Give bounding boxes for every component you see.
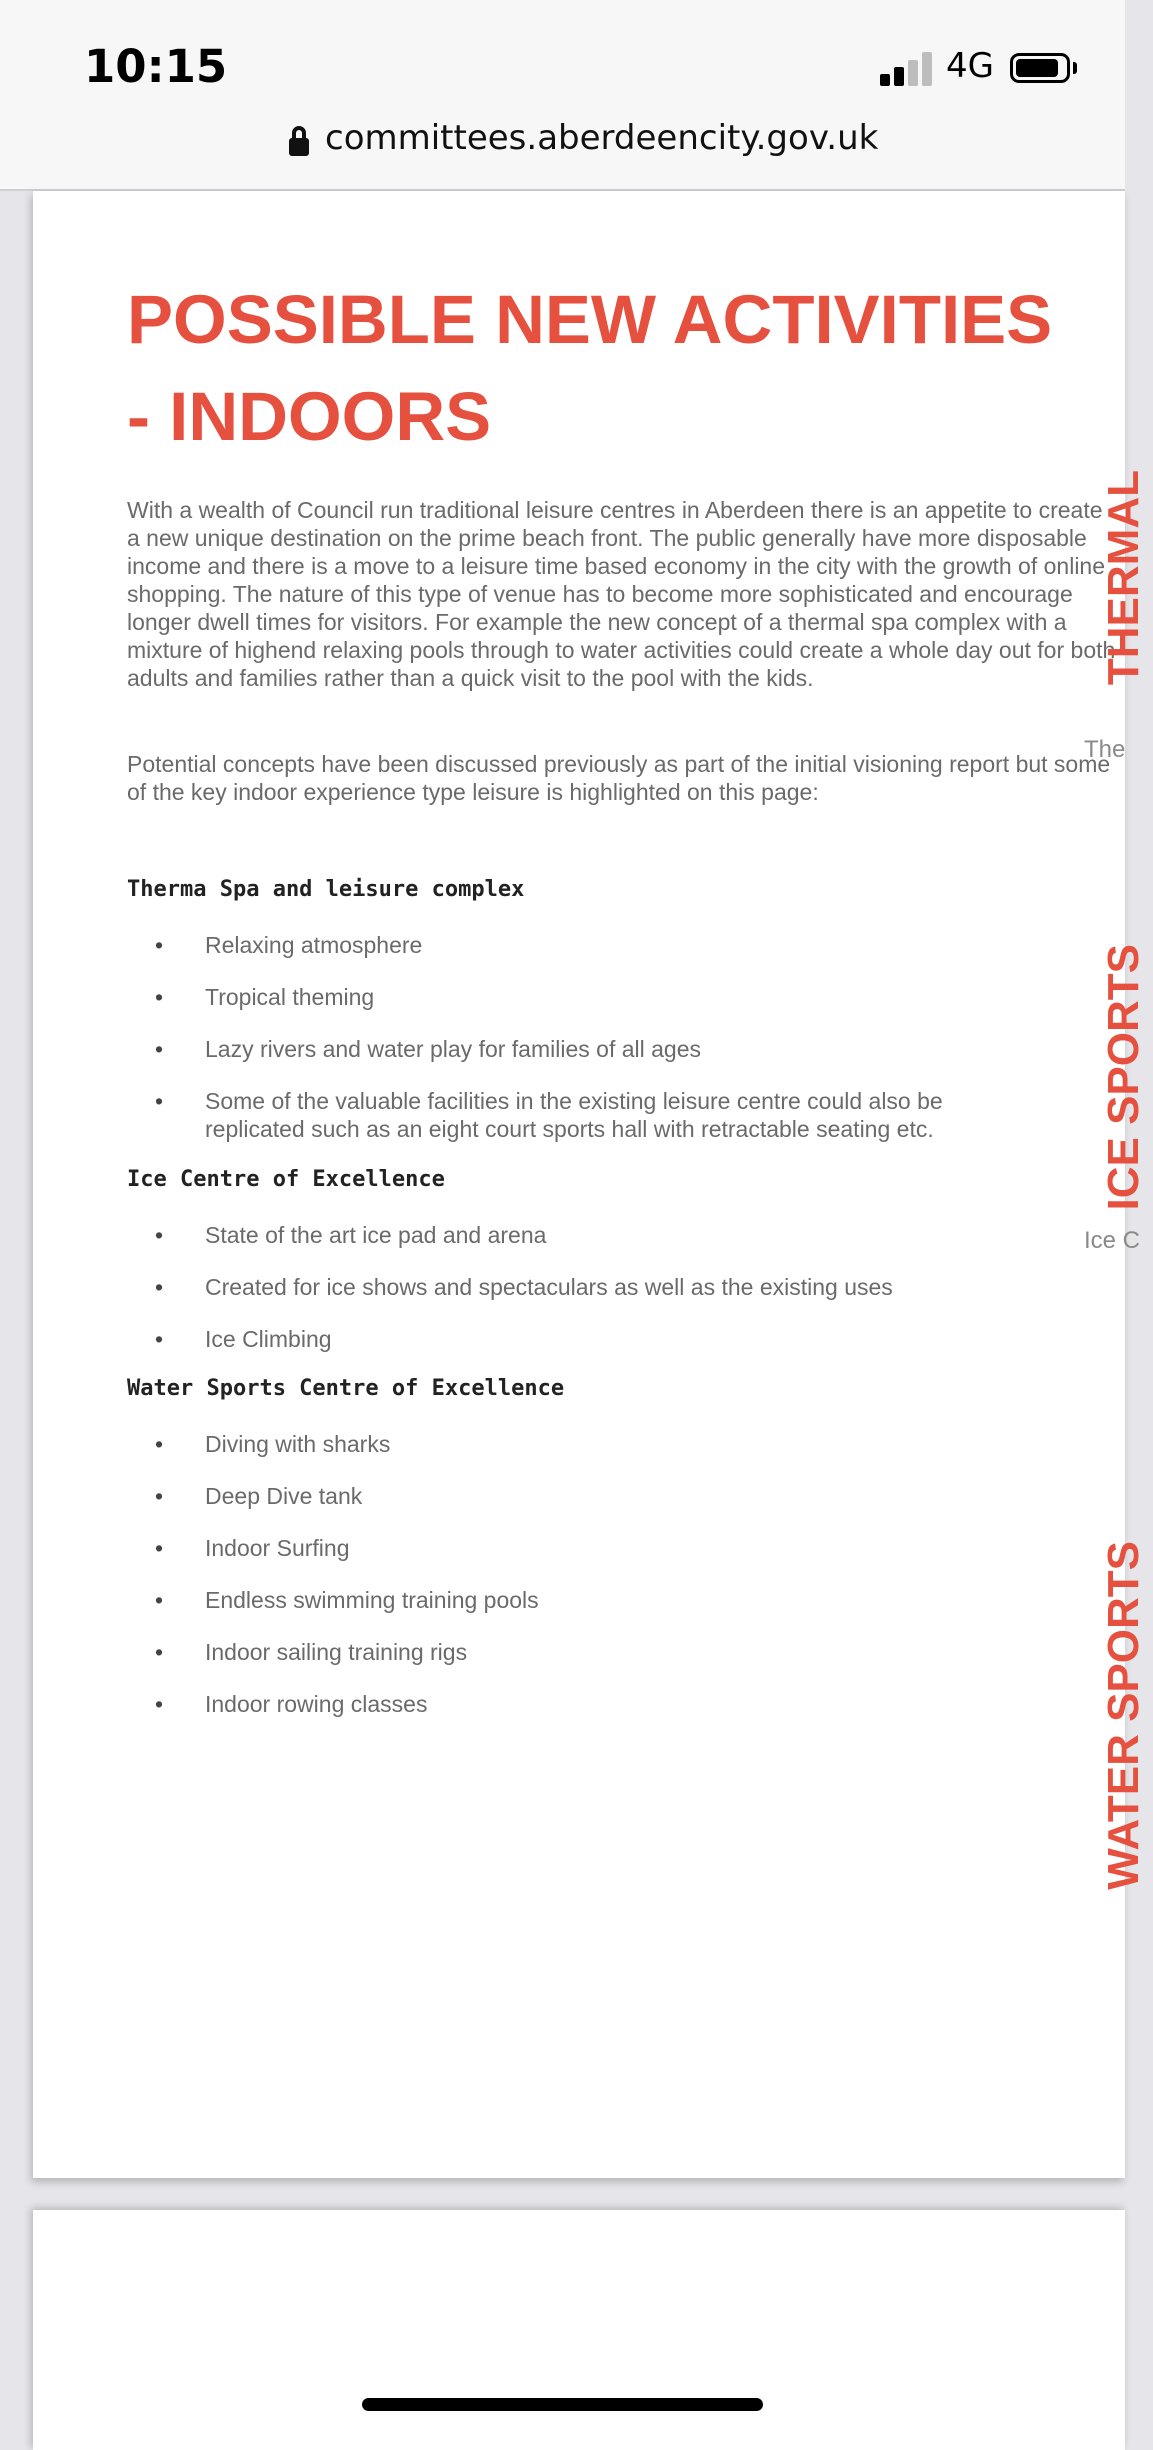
- status-time: 10:15: [84, 40, 228, 93]
- therma-spa-list: [127, 931, 1027, 1167]
- section-heading-ice-centre: Ice Centre of Excellence: [127, 1167, 445, 1192]
- bullet-icon: •: [155, 1639, 164, 1665]
- cellular-signal-icon: [880, 52, 934, 86]
- list-item: • State of the art ice pad and arena: [155, 1222, 547, 1248]
- bullet-icon: •: [155, 1587, 164, 1613]
- side-label-water-sports: WATER SPORTS: [1099, 1541, 1148, 1890]
- network-type: 4G: [946, 46, 994, 86]
- bullet-icon: •: [155, 1088, 164, 1114]
- list-item: • Indoor Surfing: [155, 1535, 350, 1561]
- section-heading-water-sports: Water Sports Centre of Excellence: [127, 1376, 565, 1401]
- list-item: • Some of the valuable facilities in the existing leisure centre could also be replicated such as an eight court sports hall with retractable seating etc.: [155, 1088, 943, 1142]
- bullet-icon: •: [155, 1036, 164, 1062]
- list-item: • Diving with sharks: [155, 1431, 391, 1457]
- bullet-icon: •: [155, 932, 164, 958]
- section-heading-therma-spa: Therma Spa and leisure complex: [127, 877, 525, 902]
- bullet-icon: •: [155, 1222, 164, 1248]
- list-item: • Created for ice shows and spectaculars as well as the existing uses: [155, 1274, 893, 1300]
- side-note-ice: Ice C: [1084, 1227, 1141, 1254]
- list-item: • Lazy rivers and water play for families of all ages: [155, 1036, 701, 1062]
- address-bar[interactable]: [0, 118, 1125, 168]
- home-indicator[interactable]: [362, 2398, 763, 2411]
- ice-centre-list: [127, 1221, 1027, 1377]
- lock-icon: [289, 126, 309, 156]
- second-paragraph: Potential concepts have been discussed previously as part of the initial visioning report but some of the key indoor experience type leisure is highlighted on this page:: [127, 751, 1111, 805]
- bullet-icon: •: [155, 1274, 164, 1300]
- bullet-icon: •: [155, 984, 164, 1010]
- bullet-icon: •: [155, 1483, 164, 1509]
- list-item: • Indoor sailing training rigs: [155, 1639, 468, 1665]
- url-text[interactable]: committees.aberdeencity.gov.uk: [325, 118, 879, 158]
- side-label-ice-sports: ICE SPORTS: [1099, 943, 1148, 1210]
- side-note-the: The: [1084, 736, 1126, 763]
- side-label-thermal: THERMAL: [1099, 469, 1148, 685]
- bullet-icon: •: [155, 1431, 164, 1457]
- list-item: • Relaxing atmosphere: [155, 932, 423, 958]
- battery-icon: [1010, 53, 1070, 83]
- next-document-page: [33, 2210, 1125, 2450]
- list-item: • Deep Dive tank: [155, 1483, 363, 1509]
- browser-top-bar: [0, 0, 1125, 191]
- list-item: • Tropical theming: [155, 984, 375, 1010]
- list-item: • Indoor rowing classes: [155, 1691, 428, 1717]
- list-item: • Ice Climbing: [155, 1326, 332, 1352]
- document-page: [33, 191, 1141, 2178]
- bullet-icon: •: [155, 1535, 164, 1561]
- bullet-icon: •: [155, 1691, 164, 1717]
- water-sports-list: [127, 1430, 1027, 1742]
- page-title: POSSIBLE NEW ACTIVITIES - INDOORS: [127, 281, 1053, 455]
- bullet-icon: •: [155, 1326, 164, 1352]
- intro-paragraph: With a wealth of Council run traditional leisure centres in Aberdeen there is an appetite to create a new unique destination on the prime beach front. The public generally have more disposable income and there is a move to a leisure time based economy in the city with the growth of online shopping. The nature of this type of venue has to become more sophisticated and encourage longer dwell times for visitors. For example the new concept of a thermal spa complex with a mixture of highend relaxing pools through to water activities could create a whole day out for both adults and families rather than a quick visit to the pool with the kids.: [127, 497, 1116, 691]
- list-item: • Endless swimming training pools: [155, 1587, 539, 1613]
- battery-tip: [1073, 62, 1077, 74]
